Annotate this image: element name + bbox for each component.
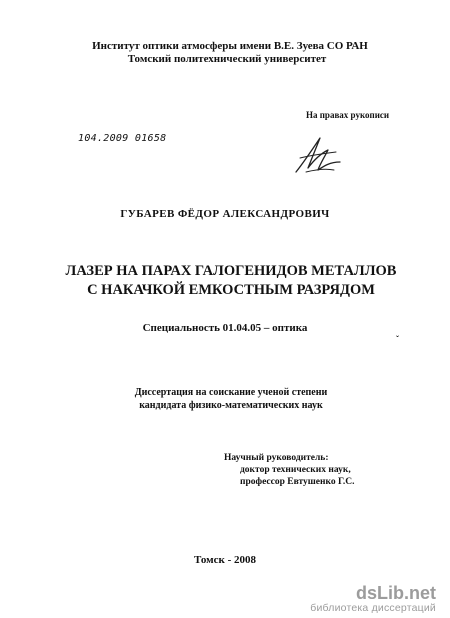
manuscript-rights-label: На правах рукописи — [306, 110, 390, 120]
dslib-watermark[interactable] — [310, 584, 436, 614]
dissertation-title-line1: ЛАЗЕР НА ПАРАХ ГАЛОГЕНИДОВ МЕТАЛЛОВ — [65, 263, 397, 279]
watermark-logo: dsLib.net — [356, 583, 436, 603]
advisor-label: Научный руководитель: — [224, 453, 329, 463]
degree-statement-line1: Диссертация на соискание ученой степени — [134, 387, 328, 398]
watermark-subtitle: библиотека диссертаций — [310, 602, 436, 614]
institution-name-line1: Институт оптики атмосферы имени В.Е. Зуева СО РАН — [92, 40, 368, 52]
city-year: Томск - 2008 — [193, 554, 256, 566]
institution-name-line2: Томский политехнический университет — [127, 53, 327, 65]
dissertation-title-line2: С НАКАЧКОЙ ЕМКОСТНЫМ РАЗРЯДОМ — [87, 282, 375, 298]
specialty-code: Специальность 01.04.05 – оптика — [142, 322, 308, 334]
margin-mark: ˇ — [396, 334, 399, 344]
handwritten-signature — [290, 132, 344, 178]
advisor-name: профессор Евтушенко Г.С. — [240, 477, 355, 487]
degree-statement-line2: кандидата физико-математических наук — [139, 400, 323, 411]
author-name: ГУБАРЕВ ФЁДОР АЛЕКСАНДРОВИЧ — [120, 208, 330, 220]
advisor-degree: доктор технических наук, — [240, 465, 351, 475]
registration-stamp-number: 104.2009 01658 — [78, 133, 167, 144]
